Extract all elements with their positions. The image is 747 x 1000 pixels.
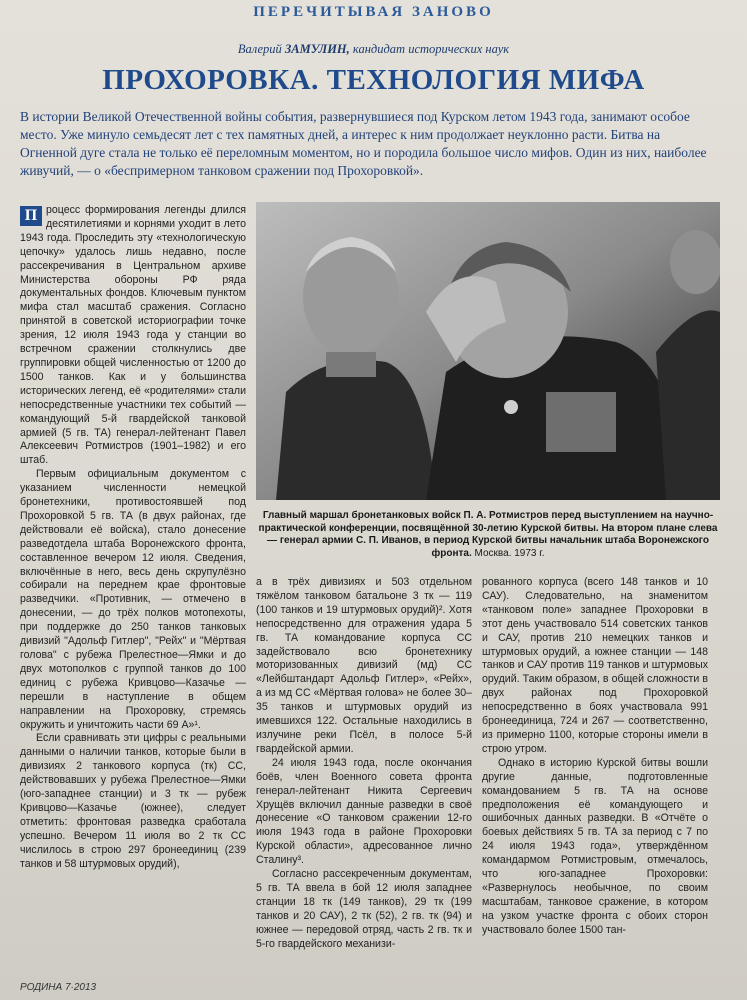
paragraph (20, 204, 246, 468)
paragraph: Первым официальным документом с указанием численности немецкой бронетехники, противостоявшей под Прохоровкой 5 гв. ТА (в двух районах, где действовали её войска), стало донесение разведотдела штаба Воронежского фронта, составленное вечером 12 июля. Сведения, включённые в него, весь день скрупулёзно собирали на переднем крае фронтовые разведчики. «Противник, — отмечено в донесении, — до трёх полков мотопехоты, при поддержке до 250 танков танковых дивизий "Адольф Гитлер", "Рейх" и "Мёртвая голова" с рубежа Прелестное—Ямки и до двух мотополков с группой танков до 100 единиц с рубежа Кривцово—Казачье — перешли в наступление в общем направлении на Прохоровку, стремясь окружить и уничтожить части 69 А»¹. (20, 468, 246, 731)
paragraph-text: роцесс формирования легенды длился десятилетиями и корнями уходит в лето 1943 года. Проследить эту «технологическую цепочку» удалось лишь недавно, после рассекречивания в Центральном архиве Министерства обороны РФ ряда документальных фондов. Ключевым пунктом мифа стал масштаб сражения. Согласно принятой в советской историографии точке зрения, 12 июля 1943 года у станции во встречном сражении столкнулись две группировки общей численностью от 1200 до 1500 танков. Как и у большинства исторических легенд, её «родителями» стали непосредственные участники тех событий — командующий 5-й гвардейской танковой армией (5 гв. ТА) генерал-лейтенант Павел Алексеевич Ротмистров (1901–1982) и его штаб. (20, 204, 246, 467)
paragraph: Однако в историю Курской битвы вошли другие данные, подготовленные командованием 5 гв. ТА на основе предположения её командующего и ошибочных данных разведки. В «Отчёте о боевых действиях 5 гв. ТА за период с 7 по 24 июля 1943 года», утверждённом командармом Ротмистровым, отмечалось, что юго-западнее Прохоровки: «Развернулось необычное, по своим масштабам, танковое сражение, в котором на узком участке фронта с обоих сторон участвовало более 1500 тан- (482, 756, 708, 936)
article-lead: В истории Великой Отечественной войны события, развернувшиеся под Курском летом 1943 года, занимают особое место. Уже минуло семьдесят лет с тех памятных дней, а интерес к ним продолжает неуклонно расти. Битва на Огненной дуге стала не только её переломным моментом, но и породила большое число мифов. Один из них, наиболее живучий, — о «беспримерном танковом сражении под Прохоровкой». (20, 109, 707, 178)
archival-photo (256, 202, 720, 500)
page-footer: РОДИНА 7·2013 (20, 982, 97, 993)
author-first-name: Валерий (237, 42, 282, 56)
section-rubric: ПЕРЕЧИТЫВАЯ ЗАНОВО (253, 4, 494, 20)
photo-illustration (256, 202, 720, 500)
paragraph: рованного корпуса (всего 148 танков и 10 САУ). Следовательно, на знаменитом «танковом поле» западнее Прохоровки в этот день участвовало 514 советских танков и САУ, против 210 немецких танков и штурмовых орудий, а южнее станции — 148 танков и САУ против 119 танков и штурмовых орудий. Таким образом, в общей сложности в двух районах под Прохоровкой непосредственно в боях участвовала 991 бронеединица, 724 и 267 — соответственно, из примерно 1100, которые стороны имели в строю утром. (482, 576, 708, 755)
paragraph: Согласно рассекреченным документам, 5 гв. ТА ввела в бой 12 июля западнее станции 18 тк (149 танков), 29 тк (199 танков и 20 САУ), 2 тк (52), 2 гв. тк (94) и южнее — передовой отряд, часть 2 гв. тк и 5-го гвардейского механизи- (256, 868, 472, 950)
caption-place-date: Москва. 1973 г. (474, 547, 545, 559)
drop-cap: П (20, 206, 42, 226)
text-column-2 (256, 576, 472, 986)
paragraph: 24 июля 1943 года, после окончания боёв, член Военного совета фронта генерал-лейтенант Никита Сергеевич Хрущёв включил данные разведки в своё донесение «О танковом сражении 12-го июля 1943 года в районе Прохоровки Курской области», адресованное лично Сталину³. (256, 756, 472, 867)
text-column-1 (20, 204, 246, 994)
author-degree: кандидат исторических наук (352, 42, 510, 56)
article-title: ПРОХОРОВКА. ТЕХНОЛОГИЯ МИФА (102, 64, 645, 96)
author-line (0, 42, 747, 57)
paragraph: Если сравнивать эти цифры с реальными данными о наличии танков, которые были в дивизиях 2 танкового корпуса (тк) СС, действовавших у рубежа Прелестное—Ямки (юго-западнее станции) и 3 тк — рубеж Кривцово—Казачье (южнее), следует отметить: фронтовая разведка сработала успешно. Вечером 11 июля во 2 тк СС числилось в строю 297 бронеединиц (239 танков и 58 штурмовых орудий), (20, 732, 246, 870)
paragraph: а в трёх дивизиях и 503 отдельном тяжёлом танковом батальоне 3 тк — 119 (100 танков и 19 штурмовых орудий)². Хотя непосредственно для отражения удара 5 гв. ТА командование корпуса СС задействовало всю бронетехнику моторизованных дивизий (мд) СС «Лейбштандарт Адольф Гитлер», «Рейх», а из мд СС «Мёртвая голова» не более 30–35 танков и штурмовых орудий из имевшихся 122. Остальные находились в излучине реки Псёл, в полосе 5-й гвардейской армии. (256, 576, 472, 755)
author-last-name: ЗАМУЛИН, (284, 42, 350, 56)
text-column-3 (482, 576, 708, 986)
photo-caption (256, 510, 720, 560)
caption-text: Главный маршал бронетанковых войск П. А. Ротмистров перед выступлением на научно-практической конференции, посвящённой 30-летию Курской битвы. На втором плане слева — генерал армии С. П. Иванов, в период Курской битвы начальник штаба Воронежского фронта. (258, 510, 718, 559)
